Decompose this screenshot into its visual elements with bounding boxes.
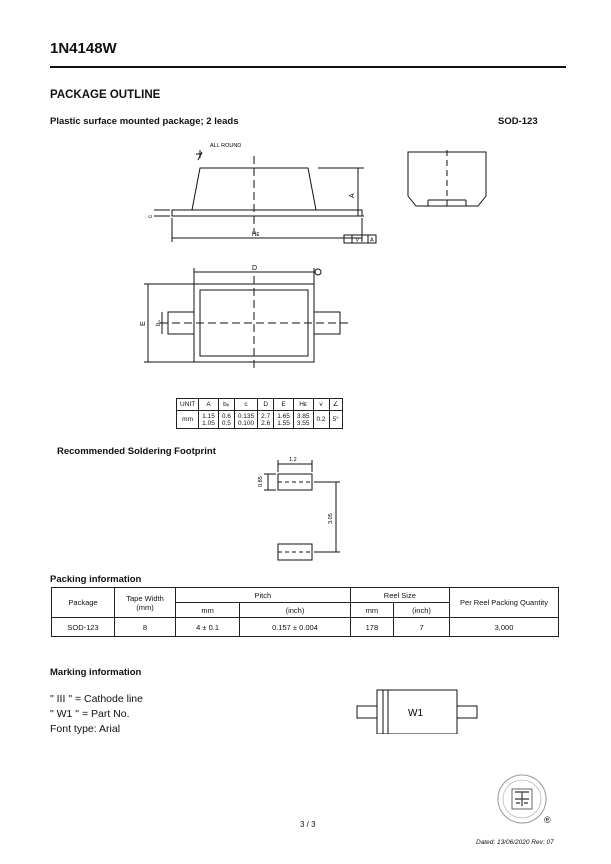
col-v: v (313, 399, 329, 411)
marking-diagram (356, 686, 480, 734)
pk-h-reel-inch: (inch) (394, 603, 450, 618)
fp-width-label: 1.2 (289, 457, 297, 463)
marking-lines (50, 692, 143, 737)
footprint-drawing (254, 454, 344, 566)
c-min: 0.100 (237, 419, 255, 427)
pk-package: SOD-123 (52, 618, 115, 637)
a-max: 1.15 (202, 412, 215, 420)
d-min: 2.6 (261, 419, 271, 427)
tolerance-v-label: v (356, 237, 359, 244)
pk-h-pitch: Pitch (176, 588, 351, 603)
e-min: 1.55 (277, 419, 290, 427)
dim-c-label: c (148, 215, 154, 218)
body-inner-rect (200, 290, 308, 356)
top-view-drawing (140, 262, 350, 372)
col-d: D (258, 399, 274, 411)
pk-tape: 8 (115, 618, 176, 637)
lead-frame (172, 210, 362, 216)
col-unit: UNIT (177, 399, 199, 411)
cell-bp (218, 411, 234, 429)
cell-a (199, 411, 219, 429)
fp-height-label: 0.85 (258, 476, 264, 487)
dim-bp-label: bₚ (156, 320, 162, 326)
he-max: 3.85 (296, 412, 310, 420)
part-mark-text: W1 (408, 708, 423, 719)
packing-table (51, 587, 559, 637)
pk-h-tape: Tape Width (mm) (115, 588, 176, 618)
c-max: 0.135 (237, 412, 255, 420)
row-unit: mm (177, 411, 199, 429)
col-e: E (274, 399, 294, 411)
registered-mark: ® (544, 815, 551, 825)
package-subtitle: Plastic surface mounted package; 2 leads (50, 116, 239, 127)
d-max: 2.7 (261, 412, 271, 420)
bp-max: 0.6 (221, 412, 231, 420)
col-a: A (199, 399, 219, 411)
pk-h-qty: Per Reel Packing Quantity (450, 588, 559, 618)
col-angle: ∠ (329, 399, 342, 411)
pk-pitch-mm: 4 ± 0.1 (176, 618, 240, 637)
marking-line-2: " W1 " = Part No. (50, 708, 130, 720)
col-he: Hᴇ (293, 399, 313, 411)
packing-heading: Packing information (50, 574, 142, 585)
page-number: 3 / 3 (300, 820, 316, 829)
all-round-label: ALL ROUND (210, 143, 242, 149)
pk-h-pitch-inch: (inch) (240, 603, 350, 618)
end-view-drawing (404, 150, 490, 212)
document-title: 1N4148W (50, 40, 117, 57)
dim-a-label: A (349, 193, 356, 198)
pk-qty: 3,000 (450, 618, 559, 637)
dim-e-label: E (140, 321, 147, 326)
pk-h-reel: Reel Size (350, 588, 449, 603)
cell-v: 0.2 (313, 411, 329, 429)
title-rule (50, 66, 566, 68)
marking-line-1: " III " = Cathode line (50, 693, 143, 705)
cell-c (234, 411, 257, 429)
pk-reel-mm: 178 (350, 618, 393, 637)
col-bp: bₚ (218, 399, 234, 411)
package-code: SOD-123 (498, 116, 538, 127)
pk-h-reel-mm: mm (350, 603, 393, 618)
marking-heading: Marking information (50, 667, 142, 678)
cell-angle: 5° (329, 411, 342, 429)
pk-reel-inch: 7 (394, 618, 450, 637)
a-min: 1.05 (202, 419, 215, 427)
package-outline-heading: PACKAGE OUTLINE (50, 89, 161, 101)
fp-span-label: 3.05 (328, 513, 334, 524)
dim-d-label: D (252, 265, 258, 272)
cell-e (274, 411, 294, 429)
pk-h-pitch-mm: mm (176, 603, 240, 618)
cell-he (293, 411, 313, 429)
pk-pitch-inch: 0.157 ± 0.004 (240, 618, 350, 637)
footprint-heading: Recommended Soldering Footprint (57, 446, 216, 457)
col-c: c (234, 399, 257, 411)
dim-he-label: Hᴇ (252, 232, 260, 238)
e-max: 1.65 (277, 412, 290, 420)
tolerance-a-label: A (370, 237, 374, 244)
bp-min: 0.5 (221, 419, 231, 427)
he-min: 3.55 (296, 419, 310, 427)
marking-line-3: Font type: Arial (50, 723, 121, 735)
dimension-table (176, 398, 343, 429)
dated-revision: Dated: 13/06/2020 Rev: 07 (476, 839, 554, 846)
pk-h-package: Package (52, 588, 115, 618)
side-view-drawing (140, 138, 400, 250)
cell-d (258, 411, 274, 429)
